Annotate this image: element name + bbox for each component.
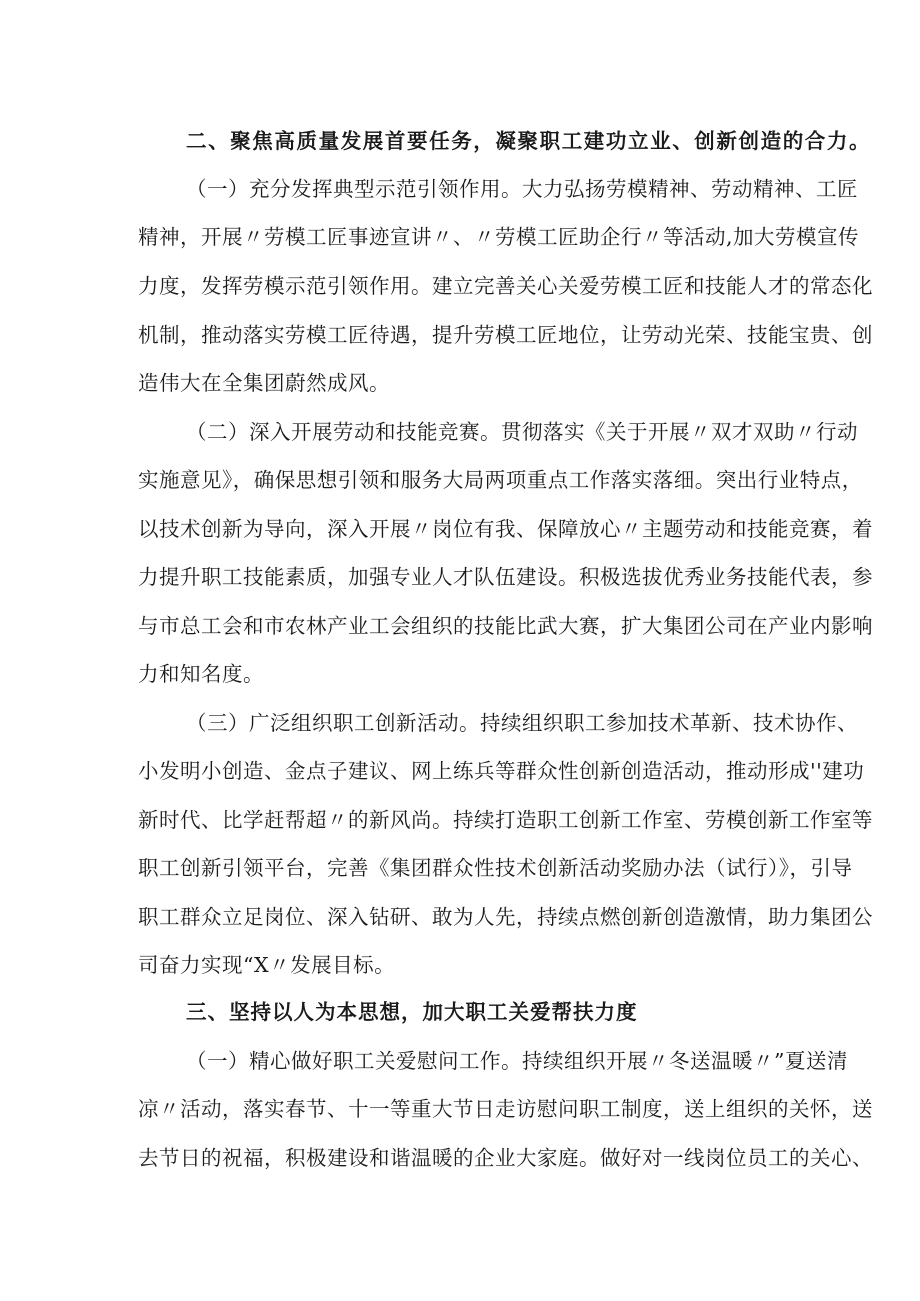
paragraph-line: （二）深入开展劳动和技能竞赛。贯彻落实《关于开展〃双才双助〃行动 bbox=[186, 420, 858, 444]
paragraph-line: 去节日的祝福，积极建设和谐温暖的企业大家庭。做好对一线岗位员工的关心、 bbox=[138, 1146, 873, 1170]
paragraph-line: 机制，推动落实劳模工匠待遇，提升劳模工匠地位，让劳动光荣、技能宝贵、创 bbox=[138, 323, 873, 347]
paragraph-line: 职工群众立足岗位、深入钻研、敢为人先，持续点燃创新创造激情，助力集团公 bbox=[138, 905, 873, 929]
paragraph-line: （一）充分发挥典型示范引领作用。大力弘扬劳模精神、劳动精神、工匠 bbox=[186, 177, 858, 201]
paragraph-line: 实施意见》，确保思想引领和服务大局两项重点工作落实落细。突出行业特点， bbox=[138, 468, 863, 492]
paragraph-line: （一）精心做好职工关爱慰问工作。持续组织开展〃冬送温暖〃”夏送清 bbox=[186, 1049, 848, 1073]
paragraph-line: 力度，发挥劳模示范引领作用。建立完善关心关爱劳模工匠和技能人才的常态化 bbox=[138, 274, 873, 298]
section-3-heading: 三、坚持以人为本思想，加大职工关爱帮扶力度 bbox=[186, 1000, 638, 1024]
paragraph-line: 新时代、比学赶帮超〃的新风尚。持续打造职工创新工作室、劳模创新工作室等 bbox=[138, 808, 873, 832]
paragraph-line: 司奋力实现“X〃发展目标。 bbox=[138, 953, 396, 977]
paragraph-line: 小发明小创造、金点子建议、网上练兵等群众性创新创造活动，推动形成''建功 bbox=[138, 759, 865, 783]
paragraph-line: 力和知名度。 bbox=[138, 662, 264, 686]
paragraph-line: 与市总工会和市农林产业工会组织的技能比武大赛，扩大集团公司在产业内影响 bbox=[138, 614, 873, 638]
paragraph-line: （三）广泛组织职工创新活动。持续组织职工参加技术革新、技术协作、 bbox=[186, 711, 858, 735]
paragraph-line: 职工创新引领平台，完善《集团群众性技术创新活动奖励办法（试行）》，引导 bbox=[138, 856, 853, 880]
section-2-heading: 二、聚焦高质量发展首要任务，凝聚职工建功立业、创新创造的合力。 bbox=[186, 129, 872, 153]
paragraph-line: 以技术创新为导向，深入开展〃岗位有我、保障放心〃主题劳动和技能竞赛，着 bbox=[138, 517, 873, 541]
paragraph-line: 力提升职工技能素质，加强专业人才队伍建设。积极选拔优秀业务技能代表，参 bbox=[138, 565, 873, 589]
paragraph-line: 造伟大在全集团蔚然成风。 bbox=[138, 371, 390, 395]
paragraph-line: 精神，开展〃劳模工匠事迹宣讲〃、〃劳模工匠助企行〃等活动,加大劳模宣传 bbox=[138, 225, 860, 249]
paragraph-line: 凉〃活动，落实春节、十一等重大节日走访慰问职工制度，送上组织的关怀，送 bbox=[138, 1097, 873, 1121]
